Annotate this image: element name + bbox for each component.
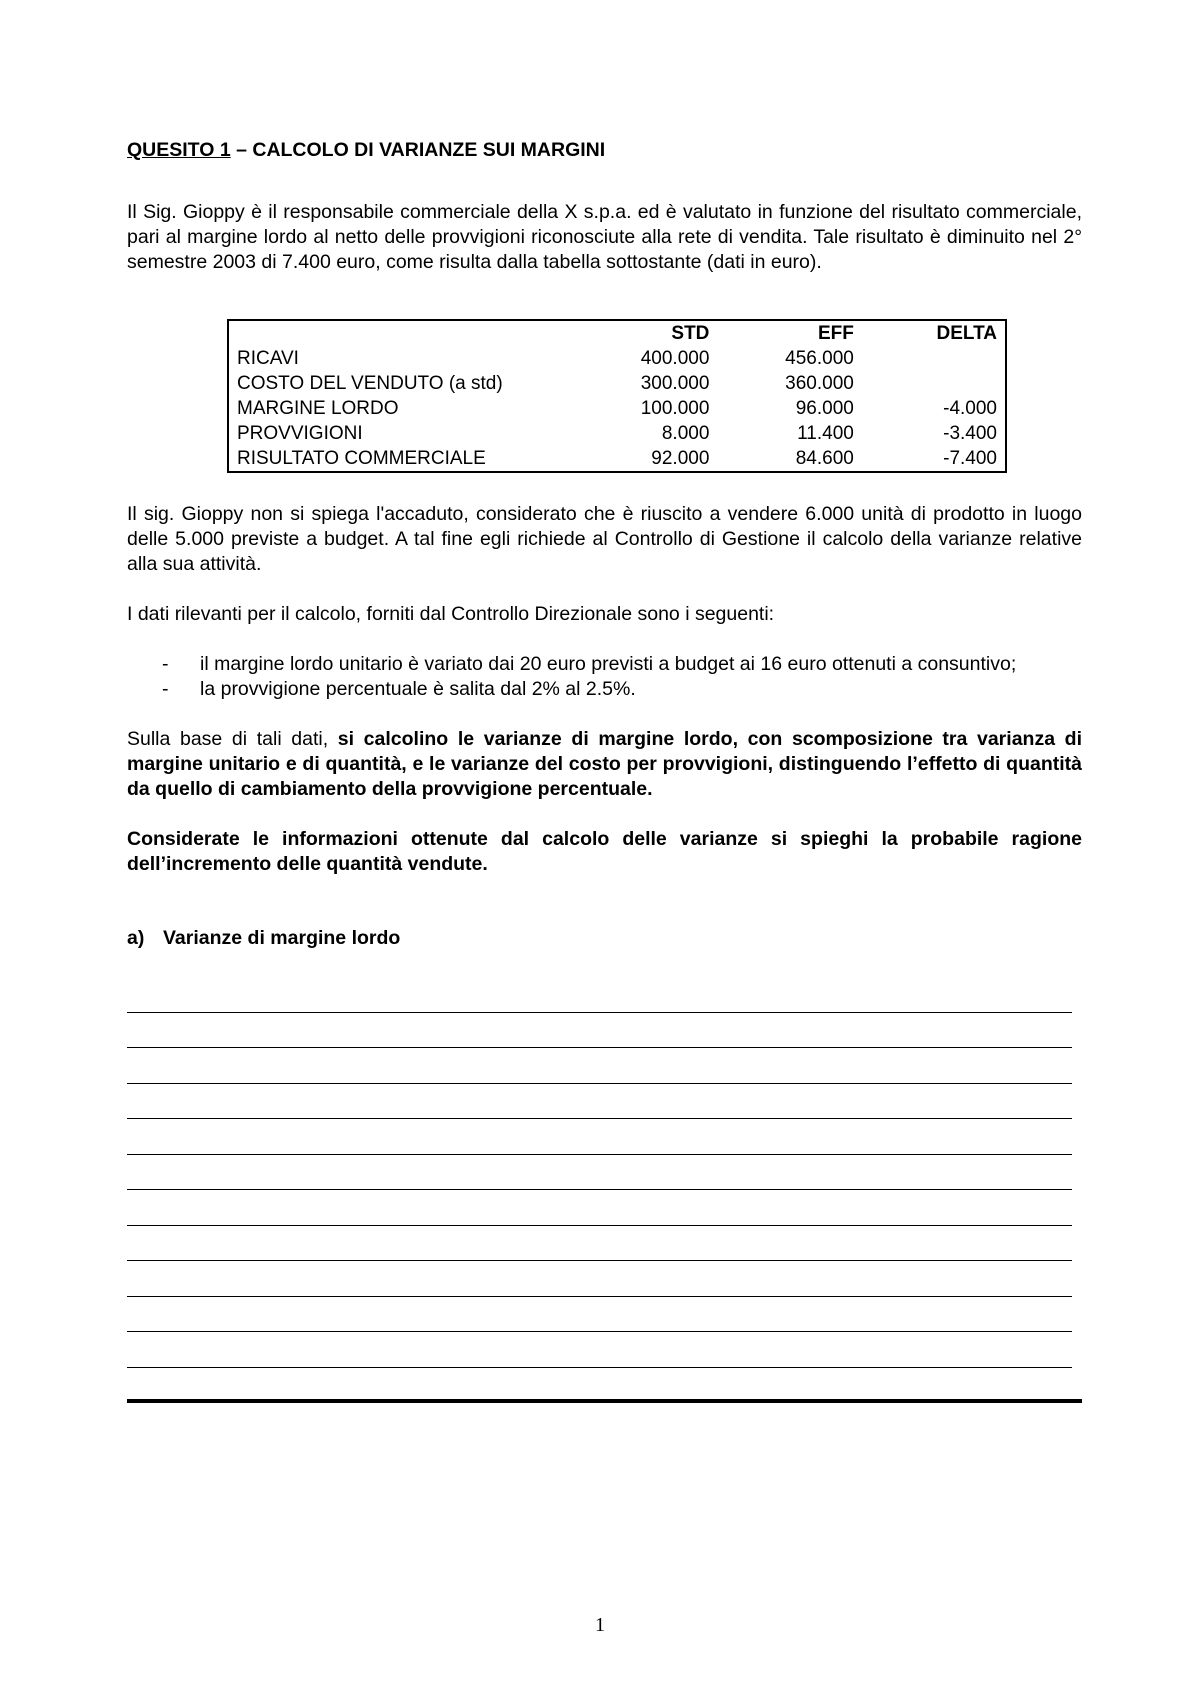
row-label: MARGINE LORDO (237, 398, 399, 419)
row-delta: -4.000 (943, 398, 997, 419)
answer-line[interactable] (127, 1190, 1072, 1226)
row-eff: 84.600 (795, 448, 854, 469)
section-a-letter: a) (127, 927, 145, 949)
task-bold: si calcolino le varianze di margine lordo, con scomposizione tra varianza di margine unitario e di quantità, e le varianze del costo per provvigioni, distinguendo l’effetto di quantità da quello di cambiamento della provvigione percentuale. (127, 728, 1083, 800)
answer-line[interactable] (127, 1013, 1072, 1049)
row-delta: -7.400 (943, 448, 997, 469)
answer-line[interactable] (127, 1297, 1072, 1333)
list-dash: - (162, 653, 169, 675)
section-a-title: Varianze di margine lordo (163, 927, 401, 949)
table-header-eff: EFF (817, 323, 854, 344)
intro-paragraph: Il Sig. Gioppy è il responsabile commerciale della X s.p.a. ed è valutato in funzione del risultato commerciale, pari al margine lordo al netto delle provvigioni riconosciute alla rete di vendita. Tale risultato è diminuito nel 2° semestre 2003 di 7.400 euro, come risulta dalla tabella sottostante (dati in euro). (127, 201, 1082, 273)
row-eff: 96.000 (795, 398, 854, 419)
question-label: QUESITO 1 (127, 139, 231, 161)
page-number: 1 (595, 1614, 605, 1636)
list-item-text: la provvigione percentuale è salita dal 2% al 2.5%. (200, 678, 636, 700)
document-content (127, 138, 1082, 1403)
row-std: 300.000 (640, 373, 710, 394)
answer-lines[interactable] (127, 977, 1082, 1403)
row-std: 8.000 (661, 423, 710, 444)
answer-line[interactable] (127, 1261, 1072, 1297)
answer-line[interactable] (127, 1332, 1072, 1368)
table-header-std: STD (671, 323, 710, 344)
question-title: CALCOLO DI VARIANZE SUI MARGINI (252, 139, 606, 161)
row-eff: 360.000 (785, 373, 854, 394)
answer-line[interactable] (127, 1119, 1072, 1155)
list-item (127, 677, 1082, 702)
list-item (127, 652, 1082, 677)
paragraph-data-intro: I dati rilevanti per il calcolo, forniti dal Controllo Direzionale sono i seguenti: (127, 603, 775, 625)
data-list (127, 652, 1082, 702)
table-row (228, 446, 1006, 472)
table-row (228, 371, 1006, 396)
row-label: RICAVI (237, 348, 299, 369)
paragraph-context: Il sig. Gioppy non si spiega l'accaduto, considerato che è riuscito a vendere 6.000 unità di prodotto in luogo delle 5.000 previste a budget. A tal fine egli richiede al Controllo di Gestione il calcolo della varianze relative alla sua attività. (127, 503, 1082, 575)
table-row (228, 421, 1006, 446)
table-row (228, 346, 1006, 371)
table-header-empty (228, 320, 590, 346)
row-std: 100.000 (640, 398, 710, 419)
row-label: PROVVIGIONI (237, 423, 363, 444)
row-eff: 11.400 (797, 423, 854, 444)
row-std: 92.000 (651, 448, 710, 469)
paragraph-question: Considerate le informazioni ottenute dal calcolo delle varianze si spieghi la probabile ragione dell’incremento delle quantità vendute. (127, 828, 1082, 875)
table-header-row (228, 320, 1006, 346)
table-row (228, 396, 1006, 421)
results-table (227, 319, 1007, 473)
section-a-heading (127, 926, 1082, 951)
answer-line[interactable] (127, 1084, 1072, 1120)
task-lead: Sulla base di tali dati, (127, 728, 338, 750)
row-delta (862, 346, 1006, 371)
answer-line[interactable] (127, 1155, 1072, 1191)
question-heading (127, 138, 1082, 163)
row-delta: -3.400 (943, 423, 997, 444)
list-item-text: il margine lordo unitario è variato dai 20 euro previsti a budget ai 16 euro ottenuti a consuntivo; (200, 653, 1017, 675)
row-std: 400.000 (640, 348, 710, 369)
question-dash: – (230, 139, 253, 161)
answer-line[interactable] (127, 1368, 1082, 1404)
answer-line[interactable] (127, 977, 1072, 1013)
paragraph-task (127, 727, 1082, 802)
row-label: COSTO DEL VENDUTO (a std) (237, 373, 503, 394)
row-eff: 456.000 (785, 348, 854, 369)
answer-line[interactable] (127, 1226, 1072, 1262)
list-dash: - (162, 678, 169, 700)
answer-line[interactable] (127, 1048, 1072, 1084)
row-label: RISULTATO COMMERCIALE (237, 448, 486, 469)
table-header-delta: DELTA (936, 323, 997, 344)
row-delta (862, 371, 1006, 396)
